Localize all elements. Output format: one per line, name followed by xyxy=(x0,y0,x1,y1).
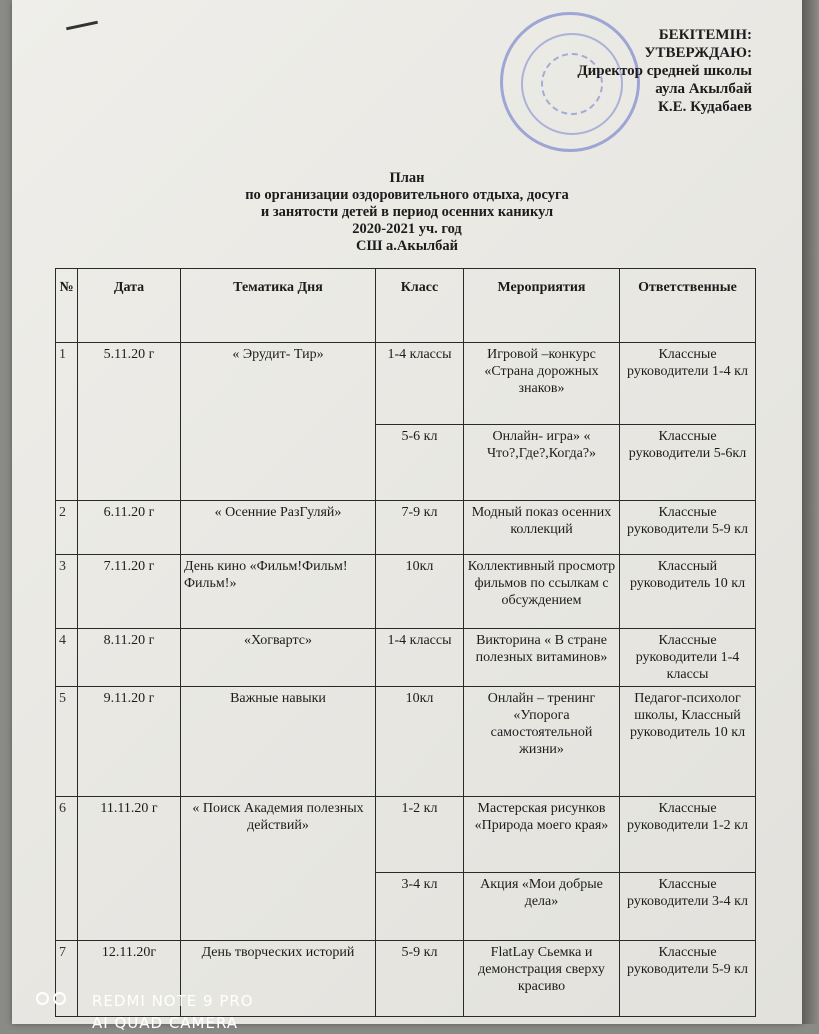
document-title xyxy=(12,170,802,255)
row-class: 3-4 кл xyxy=(376,873,464,941)
row-responsible: Классные руководители 3-4 кл xyxy=(620,873,756,941)
row-event: Онлайн – тренинг «Упорога самостоятельной жизни» xyxy=(464,687,620,797)
row-event: Акция «Мои добрые дела» xyxy=(464,873,620,941)
row-date: 6.11.20 г xyxy=(78,501,181,555)
table-row xyxy=(56,687,756,797)
row-event: Онлайн- игра» « Что?,Где?,Когда?» xyxy=(464,425,620,501)
row-num: 3 xyxy=(56,555,78,629)
row-responsible: Классный руководитель 10 кл xyxy=(620,555,756,629)
header-event: Мероприятия xyxy=(464,269,620,343)
header-date: Дата xyxy=(78,269,181,343)
row-num: 1 xyxy=(56,343,78,501)
row-class: 10кл xyxy=(376,555,464,629)
row-event: Игровой –конкурс «Страна дорожных знаков» xyxy=(464,343,620,425)
row-date: 9.11.20 г xyxy=(78,687,181,797)
row-num: 4 xyxy=(56,629,78,687)
row-event: Мастерская рисунков «Природа моего края» xyxy=(464,797,620,873)
row-responsible: Педагог-психолог школы, Классный руководитель 10 кл xyxy=(620,687,756,797)
row-theme: « Эрудит- Тир» xyxy=(181,343,376,501)
row-responsible: Классные руководители 5-9 кл xyxy=(620,941,756,1017)
row-theme: Важные навыки xyxy=(181,687,376,797)
row-event: FlatLay Сьемка и демонстрация сверху красиво xyxy=(464,941,620,1017)
document-page xyxy=(12,0,802,1024)
row-date: 11.11.20 г xyxy=(78,797,181,941)
row-event: Викторина « В стране полезных витаминов» xyxy=(464,629,620,687)
row-num: 2 xyxy=(56,501,78,555)
table-row xyxy=(56,343,756,425)
header-num: № xyxy=(56,269,78,343)
approval-position: Директор средней школы xyxy=(577,63,752,79)
table-row xyxy=(56,629,756,687)
row-class: 5-9 кл xyxy=(376,941,464,1017)
row-responsible: Классные руководители 1-4 кл xyxy=(620,343,756,425)
camera-watermark-line-2: AI QUAD CAMERA xyxy=(92,1014,239,1032)
row-responsible: Классные руководители 1-2 кл xyxy=(620,797,756,873)
row-class: 10кл xyxy=(376,687,464,797)
camera-watermark xyxy=(92,990,254,1034)
background-edge xyxy=(802,0,819,1024)
camera-logo-icon xyxy=(36,992,70,1010)
row-event: Модный показ осенних коллекций xyxy=(464,501,620,555)
table-header-row xyxy=(56,269,756,343)
row-date: 7.11.20 г xyxy=(78,555,181,629)
header-theme: Тематика Дня xyxy=(181,269,376,343)
row-theme: « Осенние РазГуляй» xyxy=(181,501,376,555)
row-theme: « Поиск Академия полезных действий» xyxy=(181,797,376,941)
row-theme: День кино «Фильм!Фильм!Фильм!» xyxy=(181,555,376,629)
row-class: 7-9 кл xyxy=(376,501,464,555)
approval-director-name: К.Е. Кудабаев xyxy=(657,99,752,115)
approval-village: аула Акылбай xyxy=(655,81,752,97)
row-responsible: Классные руководители 1-4 классы xyxy=(620,629,756,687)
title-line-1: План xyxy=(389,170,425,186)
header-responsible: Ответственные xyxy=(620,269,756,343)
row-responsible: Классные руководители 5-9 кл xyxy=(620,501,756,555)
row-num: 7 xyxy=(56,941,78,1017)
row-class: 1-2 кл xyxy=(376,797,464,873)
table-row xyxy=(56,501,756,555)
table-row xyxy=(56,797,756,873)
row-responsible: Классные руководители 5-6кл xyxy=(620,425,756,501)
row-num: 5 xyxy=(56,687,78,797)
title-line-2: по организации оздоровительного отдыха, досуга xyxy=(245,187,569,203)
title-line-4: 2020-2021 уч. год xyxy=(352,221,462,237)
pen-mark xyxy=(66,21,98,31)
header-class: Класс xyxy=(376,269,464,343)
row-date: 12.11.20г xyxy=(78,941,181,1017)
table-row xyxy=(56,555,756,629)
approval-line-kz: БЕКІТЕМІН: xyxy=(658,27,752,43)
row-class: 1-4 классы xyxy=(376,629,464,687)
row-class: 5-6 кл xyxy=(376,425,464,501)
row-date: 8.11.20 г xyxy=(78,629,181,687)
row-theme: «Хогвартс» xyxy=(181,629,376,687)
approval-block xyxy=(532,26,752,116)
title-line-5: СШ а.Акылбай xyxy=(355,238,459,254)
plan-table xyxy=(55,268,756,1017)
row-num: 6 xyxy=(56,797,78,941)
row-class: 1-4 классы xyxy=(376,343,464,425)
title-line-3: и занятости детей в период осенних каникул xyxy=(260,204,554,220)
row-event: Коллективный просмотр фильмов по ссылкам с обсуждением xyxy=(464,555,620,629)
camera-watermark-line-1: REDMI NOTE 9 PRO xyxy=(92,992,254,1010)
row-theme: День творческих историй xyxy=(181,941,376,1017)
approval-line-ru: УТВЕРЖДАЮ: xyxy=(644,45,752,61)
row-date: 5.11.20 г xyxy=(78,343,181,501)
